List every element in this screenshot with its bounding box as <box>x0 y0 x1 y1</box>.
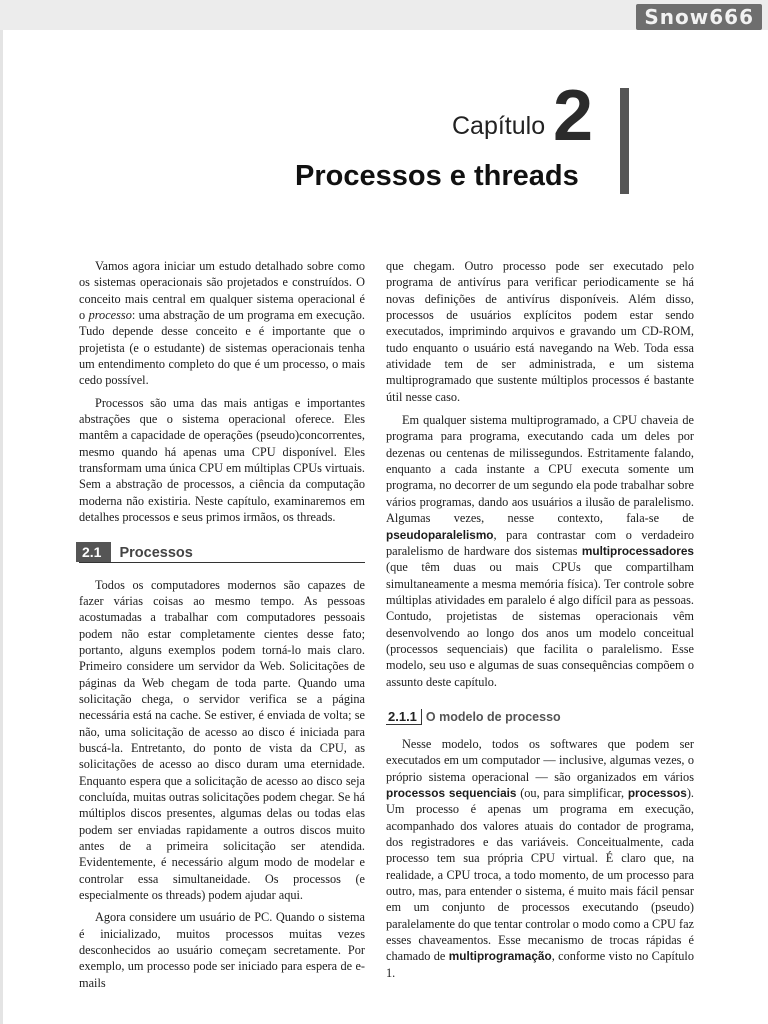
section-paragraph-1: Todos os computadores modernos são capazes de fazer várias coisas ao mesmo tempo. As pessoas acostumadas a trabalhar com computadores pessoais podem não estar completamente cientes desse fato; portanto, alguns exemplos podem torná-lo mais claro. Primeiro considere um servidor da Web. Solicitações de páginas da Web chegam de toda parte. Quando uma solicitação chega, o servidor verifica se a página necessária está na cache. Se estiver, é enviada de volta; se não, uma solicitação de acesso ao disco é iniciada para buscá-la. Entretanto, do ponto de vista da CPU, as solicitações de acesso ao disco duram uma eternidade. Enquanto espera que a solicitação de acesso ao disco seja concluída, muitas outras solicitações podem chegar. Se há múltiplos discos presentes, algumas delas ou todas elas podem ser enviadas rapidamente a outros discos muito antes de a primeira solicitação ser atendida. Evidentemente, é necessário algum modo de modelar e controlar essa simultaneidade. Os processos (e especialmente os threads) podem ajudar aqui. <box>79 577 365 903</box>
chapter-label: Capítulo <box>452 112 546 140</box>
continued-paragraph: que chegam. Outro processo pode ser executado pelo programa de antivírus para verificar periodicamente se há novas definições de antivírus disponíveis. Além disso, processos de usuários explícitos podem estar sendo executados, imprimindo arquivos e gravando um CD-ROM, tudo enquanto o usuário está navegando na Web. Toda essa atividade tem de ser administrada, e um sistema multiprogramado que sustente múltiplos processos é bastante útil nesse caso. <box>386 259 694 404</box>
right-column <box>386 258 694 981</box>
process-model-paragraph: Nesse modelo, todos os softwares que podem ser executados em um computador — inclusive, algumas vezes, o próprio sistema operacional — são organizados em vários processos sequenciais (ou, para simplificar, processos). Um processo é apenas um programa em execução, acompanhado dos valores atuais do contador de programa, dos registradores e das variáveis. Conceitualmente, cada processo tem sua própria CPU virtual. É claro que, na realidade, a CPU troca, a todo momento, de um processo para outro, mas, para entender o sistema, é muito mais fácil pensar em um conjunto de processos executando (pseudo) paralelamente do que tentar controlar o modo como a CPU faz esses chaveamentos. Esse mecanismo de trocas rápidas é chamado de multiprogramação, conforme visto no Capítulo 1. <box>386 736 694 980</box>
subsection-number: 2.1.1 <box>386 709 422 725</box>
multiprogramming-paragraph: Em qualquer sistema multiprogramado, a CPU chaveia de programa para programa, executando cada um deles por dezenas ou centenas de milissegundos. Estritamente falando, enquanto a cada instante a CPU executa somente um programa, no decorrer de um segundo ela pode trabalhar sobre vários programas, dando aos usuários a ilusão de paralelismo. Algumas vezes, nesse contexto, fala-se de pseudoparalelismo, para contrastar com o verdadeiro paralelismo de hardware dos sistemas multiprocessadores (que têm duas ou mais CPUs que compartilham simultaneamente a mesma memória física). Ter controle sobre múltiplas atividades em paralelo é algo difícil para as pessoas. Contudo, projetistas de sistemas operacionais vêm desenvolvendo ao longo dos anos um modelo conceitual (processos sequenciais) que facilita o paralelismo. Esse modelo, seu uso e algumas de suas consequências compõem o assunto deste capítulo. <box>386 413 694 689</box>
section-number: 2.1 <box>76 542 111 562</box>
chapter-number: 2 <box>553 76 594 156</box>
section-heading <box>79 542 365 563</box>
intro-paragraph-2: Processos são uma das mais antigas e importantes abstrações que o sistema operacional oferece. Eles mantêm a capacidade de operações (pseudo)concorrentes, mesmo quando há apenas uma CPU disponível. Eles transformam uma única CPU em múltiplas CPUs virtuais. Sem a abstração de processos, a ciência da computação moderna não existiria. Neste capítulo, examinaremos em detalhes processos e seus primos irmãos, os threads. <box>79 395 365 525</box>
scan-left-edge <box>0 30 3 1024</box>
subsection-heading <box>386 708 694 726</box>
chapter-divider-bar <box>620 88 629 194</box>
section-title: Processos <box>119 544 193 561</box>
left-column <box>79 258 365 991</box>
chapter-title: Processos e threads <box>295 160 579 192</box>
section-paragraph-2: Agora considere um usuário de PC. Quando o sistema é inicializado, muitos processos muitas vezes desconhecidos ao usuário começam secretamente. Por exemplo, um processo pode ser iniciado para espera de e-mails <box>79 910 365 990</box>
subsection-title: O modelo de processo <box>425 709 561 724</box>
watermark-logo: Snow666 <box>636 4 762 30</box>
intro-paragraph-1: Vamos agora iniciar um estudo detalhado sobre como os sistemas operacionais são projetados e construídos. O conceito mais central em qualquer sistema operacional é o processo: uma abstração de um programa em execução. Tudo depende desse conceito e é importante que o projetista (e o estudante) de sistemas operacionais tenha um entendimento completo do que é um processo, o mais cedo possível. <box>79 259 365 388</box>
